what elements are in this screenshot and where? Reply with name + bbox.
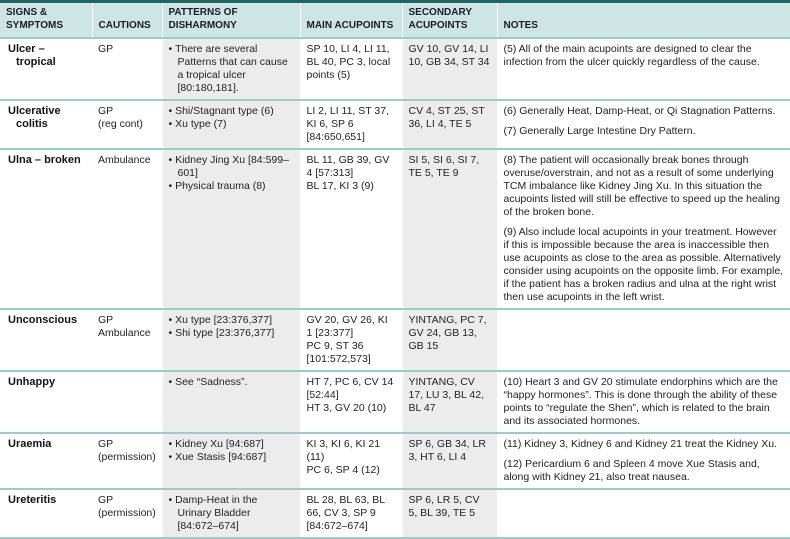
main-acupoints-cell: [300, 38, 402, 100]
cautions-cell: [92, 489, 162, 538]
signs-cell: [0, 309, 92, 371]
col-header-main-acupoints: MAIN ACUPOINTS: [300, 2, 402, 39]
notes-cell: [497, 100, 790, 149]
table-row: [0, 489, 790, 538]
cautions-cell: [92, 38, 162, 100]
caution-line: GP: [98, 105, 114, 117]
caution-line: Ambulance: [98, 327, 151, 339]
signs-cell: [0, 38, 92, 100]
table-header-row: [0, 2, 790, 39]
notes-cell: [497, 149, 790, 309]
caution-line: (permission): [98, 451, 156, 463]
table-row: [0, 38, 790, 100]
main-acupoints-line: HT 7, PC 6, CV 14 [52:44]: [306, 376, 394, 401]
main-acupoints-line: PC 9, ST 36 [101:572,573]: [306, 340, 371, 365]
main-acupoints-line: SP 10, LI 4, LI 11, BL 40, PC 3, local points (5): [306, 43, 391, 81]
notes-cell: [497, 489, 790, 538]
patterns-cell: [162, 433, 300, 489]
patterns-cell: [162, 489, 300, 538]
caution-line: (permission): [98, 507, 156, 519]
main-acupoints-line: LI 2, LI 11, ST 37, KI 6, SP 6 [84:650,651]: [306, 105, 389, 143]
secondary-acupoints-text: YINTANG, CV 17, LU 3, BL 42, BL 47: [408, 376, 484, 414]
sign-symptom-label: Uraemia: [8, 438, 52, 450]
table-row: [0, 149, 790, 309]
main-acupoints-line: PC 6, SP 4 (12): [306, 464, 380, 476]
note-paragraph: (5) All of the main acupoints are designed to clear the infection from the ulcer quickly regardless of the cause.: [503, 43, 760, 68]
note-paragraph: (10) Heart 3 and GV 20 stimulate endorphins which are the “happy hormones”. This is done through the ability of these points to “regulate the Shen”, which is related to the brain and its associated hormones.: [503, 376, 778, 427]
secondary-acupoints-text: GV 10, GV 14, LI 10, GB 34, ST 34: [408, 43, 490, 68]
notes-cell: [497, 38, 790, 100]
note-paragraph: (11) Kidney 3, Kidney 6 and Kidney 21 treat the Kidney Xu.: [503, 438, 778, 450]
pattern-bullet-item: • Damp-Heat in the Urinary Bladder [84:672–674]: [169, 494, 294, 533]
caution-line: GP: [98, 438, 114, 450]
col-header-secondary-acupoints: SECONDARY ACUPOINTS: [402, 2, 497, 39]
cautions-cell: [92, 149, 162, 309]
cautions-cell: [92, 100, 162, 149]
cautions-cell: [92, 371, 162, 433]
note-paragraph: (12) Pericardium 6 and Spleen 4 move Xue Stasis and, along with Kidney 21, also treat nausea.: [503, 458, 760, 483]
signs-cell: [0, 100, 92, 149]
secondary-acupoints-cell: [402, 489, 497, 538]
main-acupoints-line: KI 3, KI 6, KI 21 (11): [306, 438, 381, 463]
caution-line: GP: [98, 494, 114, 506]
pattern-bullet-item: • Xu type [23:376,377]: [169, 314, 294, 327]
table-row: [0, 433, 790, 489]
patterns-cell: [162, 149, 300, 309]
note-paragraph: (8) The patient will occasionally break bones through overuse/overstrain, and not as a result of some underlying TCM imbalance like Kidney Jing Xu. In this situation the acupoints listed will still be effective to speed up the healing of the broken bone.: [503, 154, 780, 218]
signs-cell: [0, 149, 92, 309]
pattern-bullet-item: • Shi/Stagnant type (6): [169, 105, 294, 118]
secondary-acupoints-text: YINTANG, PC 7, GV 24, GB 13, GB 15: [408, 314, 487, 352]
pattern-bullet-item: • Shi type [23:376,377]: [169, 327, 294, 340]
secondary-acupoints-cell: [402, 309, 497, 371]
main-acupoints-line: BL 17, KI 3 (9): [306, 180, 374, 192]
note-paragraph: (9) Also include local acupoints in your treatment. However if this is impossible because the area is inaccessible then use acupoints as close to the area as possible. Alternatively consider using acupoints on the opposite limb. For example, if the patient has a broken radius and ulna at the right wrist then use acupoints in the left wrist.: [503, 226, 784, 303]
secondary-acupoints-text: SP 6, GB 34, LR 3, HT 6, LI 4: [408, 438, 486, 463]
cautions-cell: [92, 433, 162, 489]
caution-line: (reg cont): [98, 118, 143, 130]
sign-symptom-label: Ulcer – tropical: [8, 43, 56, 68]
secondary-acupoints-cell: [402, 38, 497, 100]
signs-cell: [0, 489, 92, 538]
secondary-acupoints-text: SI 5, SI 6, SI 7, TE 5, TE 9: [408, 154, 480, 179]
pattern-bullet-item: • Xu type (7): [169, 118, 294, 131]
main-acupoints-line: GV 20, GV 26, KI 1 [23:377]: [306, 314, 388, 339]
signs-cell: [0, 433, 92, 489]
pattern-bullet-item: • Kidney Jing Xu [84:599–601]: [169, 154, 294, 180]
secondary-acupoints-cell: [402, 371, 497, 433]
main-acupoints-cell: [300, 433, 402, 489]
table-row: [0, 100, 790, 149]
note-paragraph: (7) Generally Large Intestine Dry Pattern.: [503, 125, 696, 137]
main-acupoints-cell: [300, 371, 402, 433]
sign-symptom-label: Unconscious: [8, 314, 78, 326]
col-header-signs-symptoms: SIGNS & SYMPTOMS: [0, 2, 92, 39]
sign-symptom-label: Ulcerative colitis: [8, 105, 61, 130]
col-header-notes: NOTES: [497, 2, 790, 39]
notes-cell: [497, 433, 790, 489]
sign-symptom-label: Ulna – broken: [8, 154, 81, 166]
pattern-bullet-item: • Physical trauma (8): [169, 180, 294, 193]
pattern-bullet-item: • Kidney Xu [94:687]: [169, 438, 294, 451]
notes-cell: [497, 371, 790, 433]
pattern-bullet-item: • Xue Stasis [94:687]: [169, 451, 294, 464]
cautions-cell: [92, 309, 162, 371]
pattern-bullet-item: • See “Sadness”.: [169, 376, 294, 389]
caution-line: GP: [98, 43, 114, 55]
col-header-patterns-of-disharmony: PATTERNS OF DISHARMONY: [162, 2, 300, 39]
main-acupoints-line: BL 28, BL 63, BL 66, CV 3, SP 9 [84:672–674]: [306, 494, 385, 532]
col-header-cautions: CAUTIONS: [92, 2, 162, 39]
patterns-cell: [162, 38, 300, 100]
patterns-cell: [162, 371, 300, 433]
secondary-acupoints-cell: [402, 433, 497, 489]
table-row: [0, 371, 790, 433]
secondary-acupoints-text: SP 6, LR 5, CV 5, BL 39, TE 5: [408, 494, 480, 519]
main-acupoints-line: HT 3, GV 20 (10): [306, 402, 387, 414]
secondary-acupoints-cell: [402, 100, 497, 149]
main-acupoints-cell: [300, 100, 402, 149]
sign-symptom-label: Unhappy: [8, 376, 56, 388]
table-body: [0, 38, 790, 538]
main-acupoints-cell: [300, 489, 402, 538]
main-acupoints-cell: [300, 149, 402, 309]
secondary-acupoints-cell: [402, 149, 497, 309]
pattern-bullet-item: • There are several Patterns that can cause a tropical ulcer [80:180,181].: [169, 43, 294, 95]
notes-cell: [497, 309, 790, 371]
table-row: [0, 309, 790, 371]
signs-cell: [0, 371, 92, 433]
main-acupoints-cell: [300, 309, 402, 371]
caution-line: Ambulance: [98, 154, 151, 166]
patterns-cell: [162, 100, 300, 149]
main-acupoints-line: BL 11, GB 39, GV 4 [57:313]: [306, 154, 390, 179]
note-paragraph: (6) Generally Heat, Damp-Heat, or Qi Stagnation Patterns.: [503, 105, 776, 117]
patterns-cell: [162, 309, 300, 371]
sign-symptom-label: Ureteritis: [8, 494, 57, 506]
caution-line: GP: [98, 314, 114, 326]
secondary-acupoints-text: CV 4, ST 25, ST 36, LI 4, TE 5: [408, 105, 485, 130]
